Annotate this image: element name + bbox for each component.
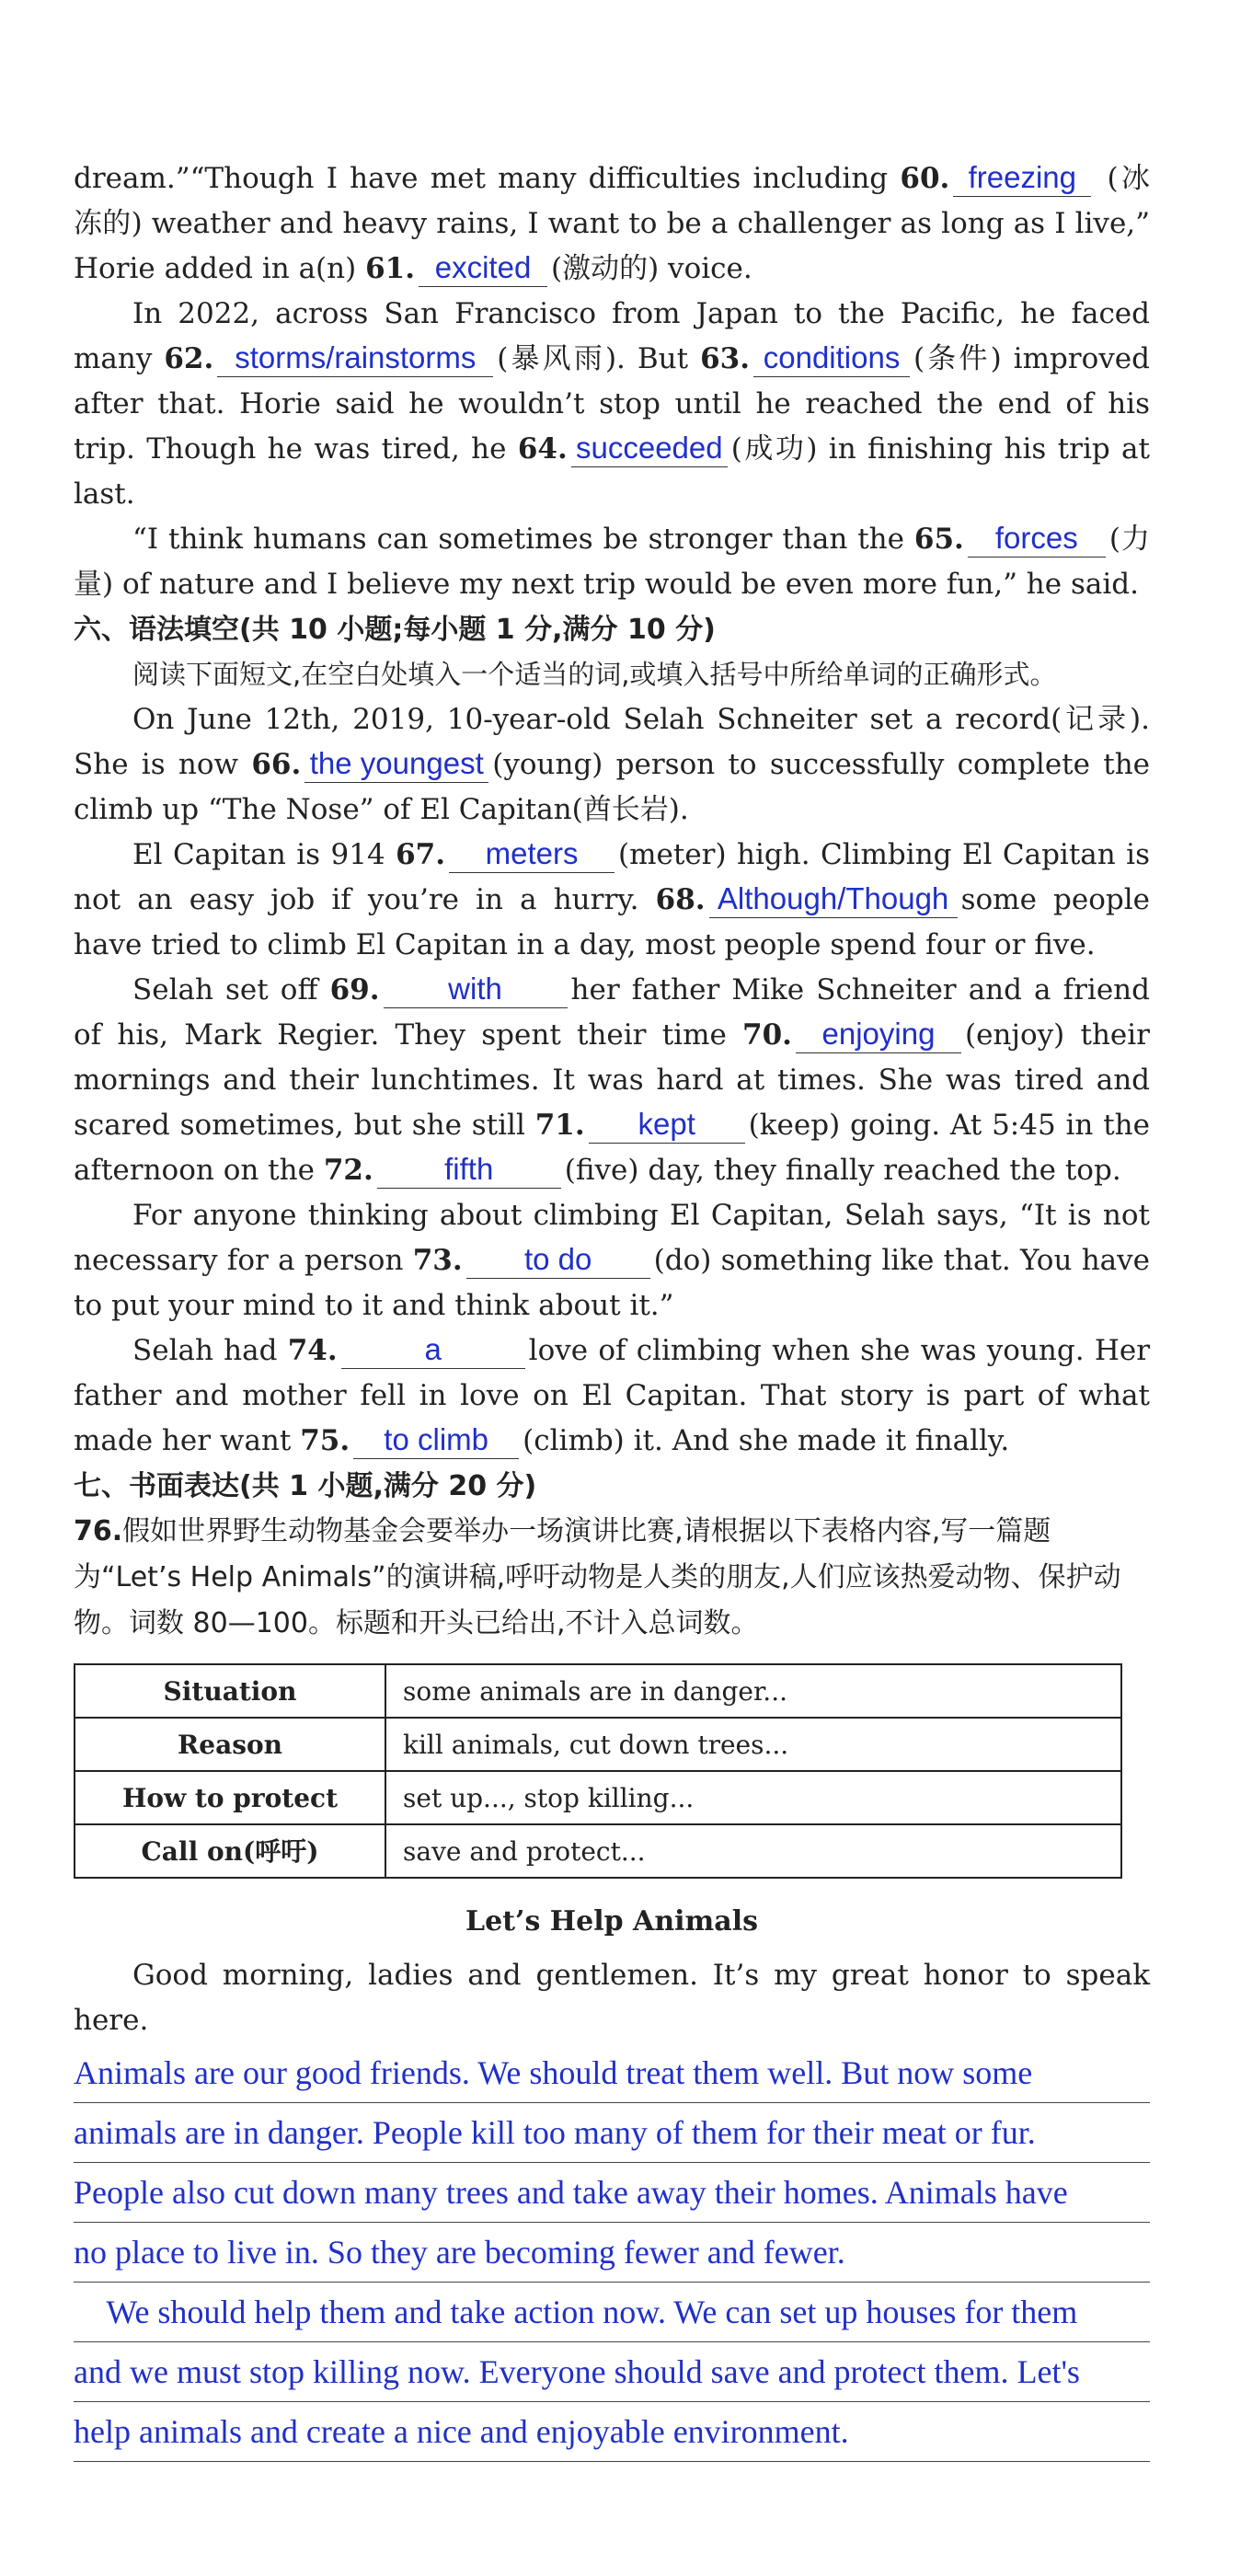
- essay-opening: Good morning, ladies and gentlemen. It’s my great honor to speak here.: [74, 1959, 1150, 2037]
- essay-line: We should help them and take action now. We can set up houses for them: [74, 2283, 1150, 2342]
- passage2-para5: [74, 1328, 1150, 1464]
- question-number: 73.: [412, 1244, 463, 1277]
- table-value: kill animals, cut down trees...: [385, 1718, 1121, 1771]
- question-number: 70.: [742, 1018, 792, 1052]
- question-76: [74, 1509, 1150, 1647]
- question-number: 60.: [900, 162, 950, 195]
- answer-66: the youngest: [304, 745, 488, 783]
- question-number: 76.: [74, 1515, 123, 1547]
- table-key: Situation: [75, 1664, 385, 1718]
- question-number: 69.: [329, 973, 380, 1006]
- answer-64: succeeded: [571, 430, 728, 467]
- passage2-para3: [74, 968, 1150, 1193]
- essay-line: and we must stop killing now. Everyone should save and protect them. Let's: [74, 2342, 1150, 2402]
- question-76-text: 假如世界野生动物基金会要举办一场演讲比赛,请根据以下表格内容,写一篇题为“Let’s Help Animals”的演讲稿,呼吁动物是人类的朋友,人们应该热爱动物、保护动物。词数 80—100。标题和开头已给出,不计入总词数。: [74, 1515, 1121, 1639]
- answer-62: storms/rainstorms: [217, 339, 493, 377]
- answer-74: a: [341, 1331, 525, 1369]
- table-value: save and protect...: [385, 1824, 1121, 1878]
- text: (冰冻的) weather and heavy rains, I want to be a challenger as long as I live,” Horie added in a(n): [74, 162, 1150, 285]
- text: “I think humans can sometimes be stronger than the: [132, 523, 904, 556]
- essay-line: People also cut down many trees and take away their homes. Animals have: [74, 2163, 1150, 2223]
- text: El Capitan is 914: [132, 838, 385, 871]
- table-value: set up..., stop killing...: [385, 1771, 1121, 1824]
- text: (条件) improved after that. Horie said he wouldn’t stop until he reached the end of his trip. Though he was tired, he: [74, 342, 1150, 466]
- section6-instruction: 阅读下面短文,在空白处填入一个适当的词,或填入括号中所给单词的正确形式。: [132, 659, 1057, 690]
- question-number: 62.: [164, 342, 214, 375]
- question-number: 66.: [251, 748, 302, 781]
- essay-line: no place to live in. So they are becoming fewer and fewer.: [74, 2223, 1150, 2283]
- question-number: 72.: [323, 1154, 373, 1187]
- table-row: [75, 1664, 1121, 1718]
- text: Selah had: [132, 1334, 278, 1367]
- answer-68: Although/Though: [709, 880, 958, 918]
- essay-title: Let’s Help Animals: [465, 1905, 759, 1938]
- text: (climb) it. And she made it finally.: [523, 1424, 1010, 1457]
- passage2-para2: [74, 833, 1150, 968]
- essay-line: Animals are our good friends. We should treat them well. But now some: [74, 2043, 1150, 2103]
- question-number: 67.: [396, 838, 446, 871]
- essay-line: help animals and create a nice and enjoyable environment.: [74, 2402, 1150, 2462]
- answer-70: enjoying: [796, 1016, 961, 1053]
- text: (激动的) voice.: [551, 252, 752, 285]
- essay-answer: [74, 2043, 1150, 2462]
- question-number: 63.: [700, 342, 751, 375]
- text: Selah set off: [132, 973, 318, 1006]
- text: (young) person to successfully complete the climb up “The Nose” of El Capitan(酋长岩).: [74, 748, 1151, 826]
- table-value: some animals are in danger...: [385, 1664, 1121, 1718]
- passage1-para2: [74, 292, 1150, 517]
- text: some people have tried to climb El Capitan in a day, most people spend four or five.: [74, 883, 1150, 961]
- question-number: 71.: [534, 1109, 585, 1142]
- question-number: 61.: [365, 252, 416, 285]
- answer-63: conditions: [753, 339, 910, 377]
- answer-60: freezing: [953, 159, 1091, 197]
- passage1-para3: [74, 517, 1150, 607]
- text: (meter) high. Climbing El Capitan is not an easy job if you’re in a hurry.: [74, 838, 1151, 916]
- answer-73: to do: [466, 1241, 650, 1279]
- question-number: 74.: [287, 1334, 338, 1367]
- answer-71: kept: [589, 1106, 745, 1144]
- text: (keep) going. At 5:45 in the afternoon on the: [74, 1109, 1150, 1187]
- table-key: Call on(呼吁): [75, 1824, 385, 1878]
- text: For anyone thinking about climbing El Capitan, Selah says, “It is not necessary for a person: [74, 1199, 1150, 1277]
- text: (five) day, they finally reached the top.: [564, 1154, 1121, 1187]
- section7-title: 七、书面表达(共 1 小题,满分 20 分): [74, 1470, 537, 1502]
- text: love of climbing when she was young. Her father and mother fell in love on El Capitan. That story is part of what made her want: [74, 1334, 1151, 1457]
- essay-line: animals are in danger. People kill too many of them for their meat or fur.: [74, 2103, 1150, 2163]
- text: (成功) in finishing his trip at last.: [74, 432, 1150, 511]
- passage2-para1: [74, 697, 1150, 833]
- worksheet-page: [74, 156, 1150, 2462]
- question-number: 65.: [913, 523, 964, 556]
- passage2-para4: [74, 1193, 1150, 1328]
- answer-72: fifth: [377, 1151, 561, 1189]
- question-number: 68.: [655, 883, 706, 916]
- text: In 2022, across San Francisco from Japan to the Pacific, he faced many: [74, 297, 1150, 375]
- answer-75: to climb: [353, 1421, 519, 1459]
- text: her father Mike Schneiter and a friend of his, Mark Regier. They spent their time: [74, 973, 1150, 1052]
- passage1-para1: [74, 156, 1150, 292]
- section6-title: 六、语法填空(共 10 小题;每小题 1 分,满分 10 分): [74, 614, 716, 646]
- text: dream.”“Though I have met many difficulties including: [74, 162, 889, 195]
- answer-69: with: [384, 971, 568, 1008]
- answer-65: forces: [968, 520, 1106, 558]
- answer-61: excited: [419, 249, 547, 287]
- text: On June 12th, 2019, 10-year-old Selah Schneiter set a record(记录). She is now: [74, 703, 1150, 781]
- question-number: 64.: [517, 432, 568, 466]
- table-key: Reason: [75, 1718, 385, 1771]
- text: (暴风雨). But: [497, 342, 689, 375]
- question-number: 75.: [300, 1424, 350, 1457]
- table-row: [75, 1824, 1121, 1878]
- text: (enjoy) their mornings and their lunchtimes. It was hard at times. She was tired and scared sometimes, but she still: [74, 1018, 1150, 1142]
- text: (力量) of nature and I believe my next trip would be even more fun,” he said.: [74, 523, 1150, 601]
- text: (do) something like that. You have to put your mind to it and think about it.”: [74, 1244, 1150, 1322]
- table-key: How to protect: [75, 1771, 385, 1824]
- answer-67: meters: [449, 835, 615, 873]
- outline-table: [74, 1663, 1122, 1879]
- table-row: [75, 1718, 1121, 1771]
- table-row: [75, 1771, 1121, 1824]
